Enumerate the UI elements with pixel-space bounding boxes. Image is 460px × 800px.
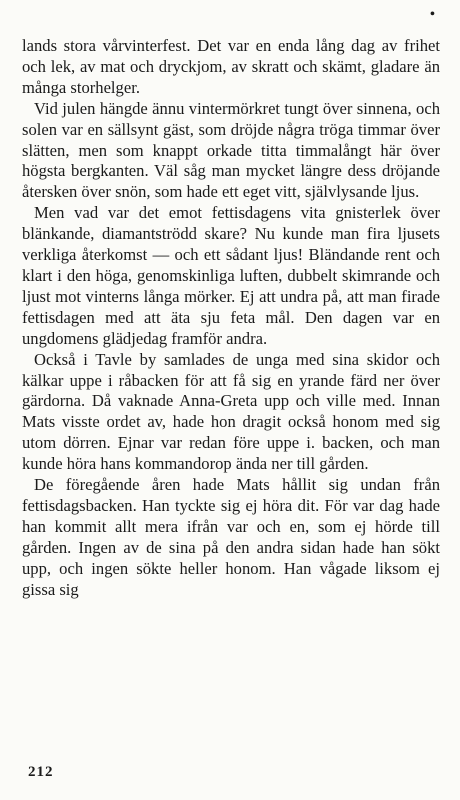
paragraph-5: De föregående åren hade Mats hållit sig undan från fettisdagsbacken. Han tyckte sig ej höra dit. För var dag hade han kommit allt mera ifrån var och en, som ej hörde till gården. Ingen av de sina på den andra sidan hade han sökt upp, och ingen sökte heller honom. Han vågade liksom ej gissa sig — [22, 475, 440, 599]
page-number: 212 — [28, 764, 54, 780]
paragraph-2: Vid julen hängde ännu vintermörkret tungt över sinnena, och solen var en sällsynt gäst, som dröjde några tröga timmar över slätten, men som knappt orkade titta timmalångt här över högsta bergkanten. Väl såg man mycket längre dess dröjande återsken över snön, som hade ett eget vitt, självlysande ljus. — [22, 98, 440, 202]
page-mark: • — [430, 7, 435, 22]
paragraph-4: Också i Tavle by samlades de unga med sina skidor och kälkar uppe i råbacken för att få sig en yrande färd ner över gärdorna. Då vaknade Anna-Greta upp och ville med. Innan Mats visste ordet av, hade hon dragit också honom med sig utom dörren. Ejnar var redan före uppe i. backen, och man kunde höra hans kommandorop ända ner till gården. — [22, 349, 440, 474]
book-page — [22, 0, 440, 800]
paragraph-1: lands stora vårvinterfest. Det var en enda lång dag av frihet och lek, av mat och dryckjom, av skratt och skämt, gladare än många storhelger. — [22, 36, 440, 97]
paragraph-3: Men vad var det emot fettisdagens vita gnisterlek över blänkande, diamantströdd skare? Nu kunde man fira ljusets verkliga återkomst — och ett sådant ljus! Bländande rent och klart i den höga, genomskinliga luften, dubbelt skimrande och ljust mot vinterns långa mörker. Ej att undra på, att man firade fettisdagen med att äta sju feta mål. Den dagen var en ungdomens glädjedag framför andra. — [22, 203, 440, 348]
body-text — [22, 36, 440, 600]
